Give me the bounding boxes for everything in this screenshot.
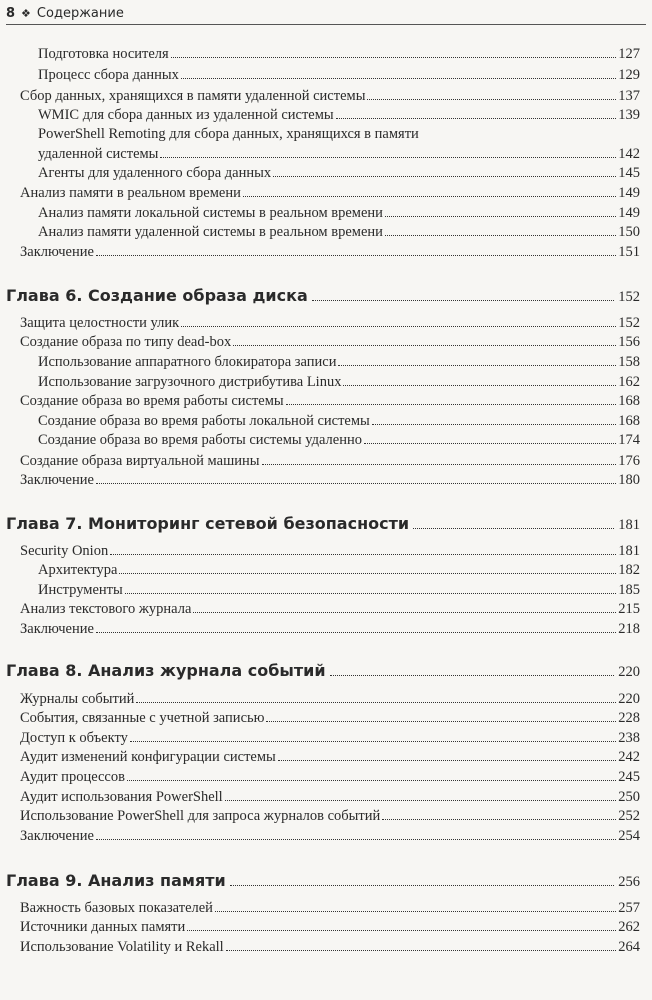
toc-entry: Подготовка носителя 127 <box>38 46 640 62</box>
toc-entry: Создание образа во время работы локальной системы 168 <box>38 413 640 429</box>
toc-entry: PowerShell Remoting для сбора данных, хранящихся в памяти <box>38 126 419 142</box>
toc-entry: Заключение 254 <box>20 828 640 844</box>
toc-entry: Аудит изменений конфигурации системы 242 <box>20 749 640 765</box>
toc-entry: Создание образа во время работы системы 168 <box>20 393 640 409</box>
toc-entry: Использование Volatility и Rekall 264 <box>20 939 640 955</box>
toc-entry: Агенты для удаленного сбора данных 145 <box>38 165 640 181</box>
toc-entry: Анализ текстового журнала 215 <box>20 601 640 617</box>
toc-entry: Архитектура 182 <box>38 562 640 578</box>
header-title: Содержание <box>36 5 124 21</box>
toc-entry: Доступ к объекту 238 <box>20 730 640 746</box>
toc-entry: Заключение 151 <box>20 244 640 260</box>
toc-entry: Анализ памяти в реальном времени 149 <box>20 185 640 201</box>
toc-entry: События, связанные с учетной записью 228 <box>20 710 640 726</box>
toc-entry: Использование загрузочного дистрибутива Linux 162 <box>38 374 640 390</box>
toc-entry: WMIC для сбора данных из удаленной системы 139 <box>38 107 640 123</box>
chapter-heading: Глава 9. Анализ памяти 256 <box>6 871 640 890</box>
toc-entry: Важность базовых показателей 257 <box>20 900 640 916</box>
toc-entry: Анализ памяти локальной системы в реальном времени 149 <box>38 205 640 221</box>
toc-entry: удаленной системы 142 <box>38 146 640 162</box>
ornament-icon: ❖ <box>21 6 31 20</box>
toc-entry: Источники данных памяти 262 <box>20 919 640 935</box>
toc-entry: Создание образа по типу dead-box 156 <box>20 334 640 350</box>
toc-entry: Процесс сбора данных 129 <box>38 67 640 83</box>
toc-entry: Инструменты 185 <box>38 582 640 598</box>
toc-entry: Использование аппаратного блокиратора записи 158 <box>38 354 640 370</box>
chapter-heading: Глава 6. Создание образа диска 152 <box>6 286 640 305</box>
toc-entry: Аудит процессов 245 <box>20 769 640 785</box>
page-number: 8 <box>6 5 16 21</box>
toc-entry: Журналы событий 220 <box>20 691 640 707</box>
toc-entry: Создание образа во время работы системы удаленно 174 <box>38 432 640 448</box>
toc-entry: Заключение 180 <box>20 472 640 488</box>
toc-entry: Анализ памяти удаленной системы в реальном времени 150 <box>38 224 640 240</box>
toc-entry: Заключение 218 <box>20 621 640 637</box>
toc-entry: Защита целостности улик 152 <box>20 315 640 331</box>
toc-entry: Security Onion 181 <box>20 543 640 559</box>
toc-entry: Аудит использования PowerShell 250 <box>20 789 640 805</box>
toc-entry: Сбор данных, хранящихся в памяти удаленной системы 137 <box>20 88 640 104</box>
toc-entry: Использование PowerShell для запроса журналов событий 252 <box>20 808 640 824</box>
chapter-heading: Глава 7. Мониторинг сетевой безопасности 181 <box>6 514 640 533</box>
chapter-heading: Глава 8. Анализ журнала событий 220 <box>6 661 640 680</box>
toc-entry: Создание образа виртуальной машины 176 <box>20 453 640 469</box>
